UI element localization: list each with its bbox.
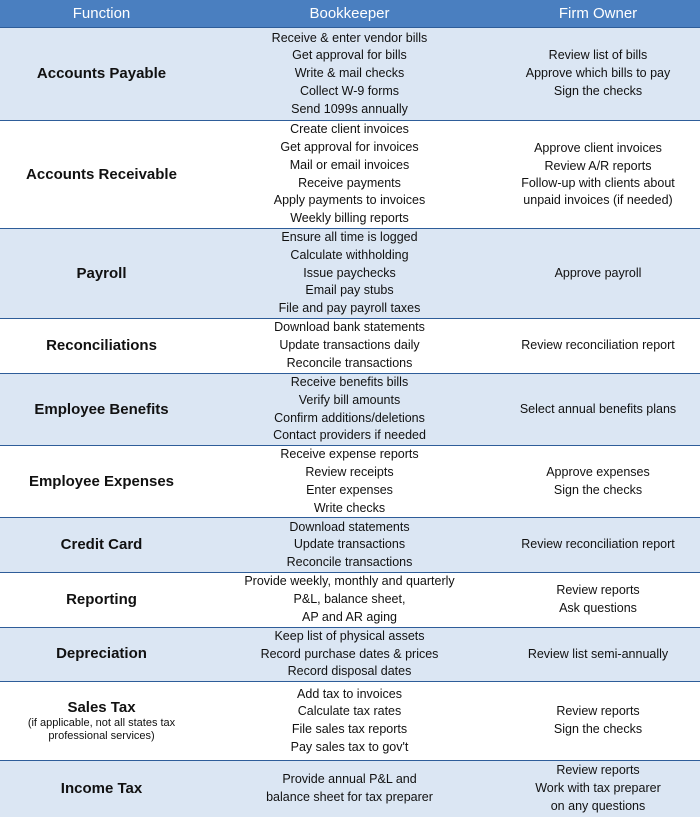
bookkeeper-task: Get approval for bills [292,48,407,63]
bookkeeper-task: Update transactions [293,537,406,552]
function-cell [0,761,203,817]
bookkeeper-task: Pay sales tax to gov't [290,739,409,754]
bookkeeper-task: Write & mail checks [294,66,405,81]
owner-task: on any questions [550,798,646,813]
function-cell [0,627,203,681]
owner-cell [496,682,700,761]
function-cell [0,319,203,374]
bookkeeper-task: Issue paychecks [303,265,396,280]
function-cell [0,229,203,319]
bookkeeper-task: Reconcile transactions [286,555,413,570]
bookkeeper-task: Receive expense reports [280,447,419,462]
header-bookkeeper: Bookkeeper [203,0,496,28]
bookkeeper-task: File and pay payroll taxes [278,301,421,316]
owner-cell [496,229,700,319]
owner-cell [496,518,700,573]
owner-cell [496,28,700,121]
owner-task: Review A/R reports [544,158,652,173]
bookkeeper-cell [203,627,496,681]
bookkeeper-task: Verify bill amounts [298,392,401,407]
table-row [0,28,700,121]
owner-task: Sign the checks [553,722,643,737]
header-row [0,0,700,28]
bookkeeper-task: Update transactions daily [279,338,420,353]
owner-cell [496,121,700,229]
bookkeeper-task: Receive benefits bills [290,375,409,389]
bookkeeper-cell [203,121,496,229]
bookkeeper-task: Record disposal dates [287,664,412,679]
header-function: Function [0,0,203,28]
bookkeeper-task: Download bank statements [274,320,425,335]
bookkeeper-task: Receive & enter vendor bills [271,30,428,45]
function-name: Depreciation [56,645,147,663]
owner-task: Approve which bills to pay [525,66,671,81]
bookkeeper-task: Calculate tax rates [297,704,402,719]
bookkeeper-task: Calculate withholding [290,247,409,262]
bookkeeper-task: Keep list of physical assets [274,628,425,643]
function-cell [0,573,203,627]
function-name: Payroll [76,264,127,282]
owner-task: Review list of bills [548,48,648,63]
bookkeeper-task: Create client invoices [290,122,409,137]
bookkeeper-task: P&L, balance sheet, [293,592,406,607]
bookkeeper-task: Enter expenses [306,482,393,497]
table-row [0,573,700,627]
owner-task: Sign the checks [553,83,643,98]
bookkeeper-task: balance sheet for tax preparer [266,789,433,804]
owner-cell [496,573,700,627]
function-name: Reporting [66,591,137,609]
owner-task: Review reconciliation report [521,338,675,353]
function-cell [0,682,203,761]
table-row [0,319,700,374]
function-name: Accounts Receivable [26,165,177,183]
owner-task: Select annual benefits plans [519,401,677,416]
owner-cell [496,374,700,446]
function-name: Sales Tax [67,699,136,717]
bookkeeper-task: Ensure all time is logged [281,230,418,244]
bookkeeper-task: Mail or email invoices [289,157,410,172]
function-name: Employee Benefits [34,400,169,418]
bookkeeper-cell [203,446,496,518]
bookkeeper-task: Collect W-9 forms [299,83,400,98]
owner-task: Review reports [556,763,640,778]
owner-task: unpaid invoices (if needed) [523,193,673,208]
table-row [0,627,700,681]
owner-task: Work with tax preparer [535,781,661,795]
owner-task: Review list semi-annually [527,646,669,661]
bookkeeper-cell [203,319,496,374]
owner-task: Sign the checks [553,482,643,497]
bookkeeper-task: Provide annual P&L and [282,772,417,787]
bookkeeper-task: Apply payments to invoices [273,193,426,208]
bookkeeper-cell [203,573,496,627]
bookkeeper-task: Email pay stubs [305,283,394,298]
owner-cell [496,761,700,817]
bookkeeper-cell [203,229,496,319]
header-owner: Firm Owner [496,0,700,28]
function-name: Accounts Payable [36,65,167,82]
bookkeeper-task: Contact providers if needed [273,428,426,443]
bookkeeper-task: Receive payments [298,175,401,190]
bookkeeper-task: Review receipts [305,464,394,479]
table-row [0,518,700,573]
table-row [0,682,700,761]
bookkeeper-task: Send 1099s annually [291,101,408,116]
function-cell [0,518,203,573]
function-name: Income Tax [60,779,143,797]
function-name: Credit Card [60,536,143,554]
bookkeeper-task: File sales tax reports [291,722,408,737]
bookkeeper-cell [203,374,496,446]
table-row [0,761,700,817]
owner-cell [496,446,700,518]
owner-task: Follow-up with clients about [521,176,675,191]
table-row [0,446,700,518]
owner-task: Approve payroll [554,265,642,280]
bookkeeper-task: Get approval for invoices [280,139,419,154]
bookkeeper-task: AP and AR aging [302,609,397,624]
owner-task: Review reports [556,704,640,719]
owner-task: Ask questions [559,601,637,616]
owner-task: Review reports [556,583,640,598]
bookkeeper-task: Add tax to invoices [297,686,402,701]
bookkeeper-task: Download statements [289,519,410,534]
bookkeeper-cell [203,28,496,121]
table-row [0,229,700,319]
bookkeeper-task: Provide weekly, monthly and quarterly [244,574,455,589]
bookkeeper-task: Write checks [313,500,386,515]
table-row [0,374,700,446]
owner-cell [496,319,700,374]
bookkeeper-task: Record purchase dates & prices [260,646,439,661]
function-name: Reconciliations [46,337,157,354]
function-cell [0,446,203,518]
owner-task: Review reconciliation report [521,537,675,552]
bookkeeper-task: Confirm additions/deletions [274,410,425,425]
bookkeeper-cell [203,761,496,817]
bookkeeper-cell [203,682,496,761]
function-cell [0,374,203,446]
owner-task: Approve expenses [546,464,650,479]
bookkeeper-task: Reconcile transactions [286,355,413,370]
function-cell [0,121,203,229]
function-name: Employee Expenses [28,472,175,490]
function-note: (if applicable, not all states tax [27,717,176,730]
owner-cell [496,627,700,681]
function-cell [0,28,203,121]
table-row [0,121,700,229]
bookkeeper-cell [203,518,496,573]
function-note: professional services) [48,730,155,743]
owner-task: Approve client invoices [534,140,662,155]
bookkeeper-task: Weekly billing reports [290,211,409,226]
